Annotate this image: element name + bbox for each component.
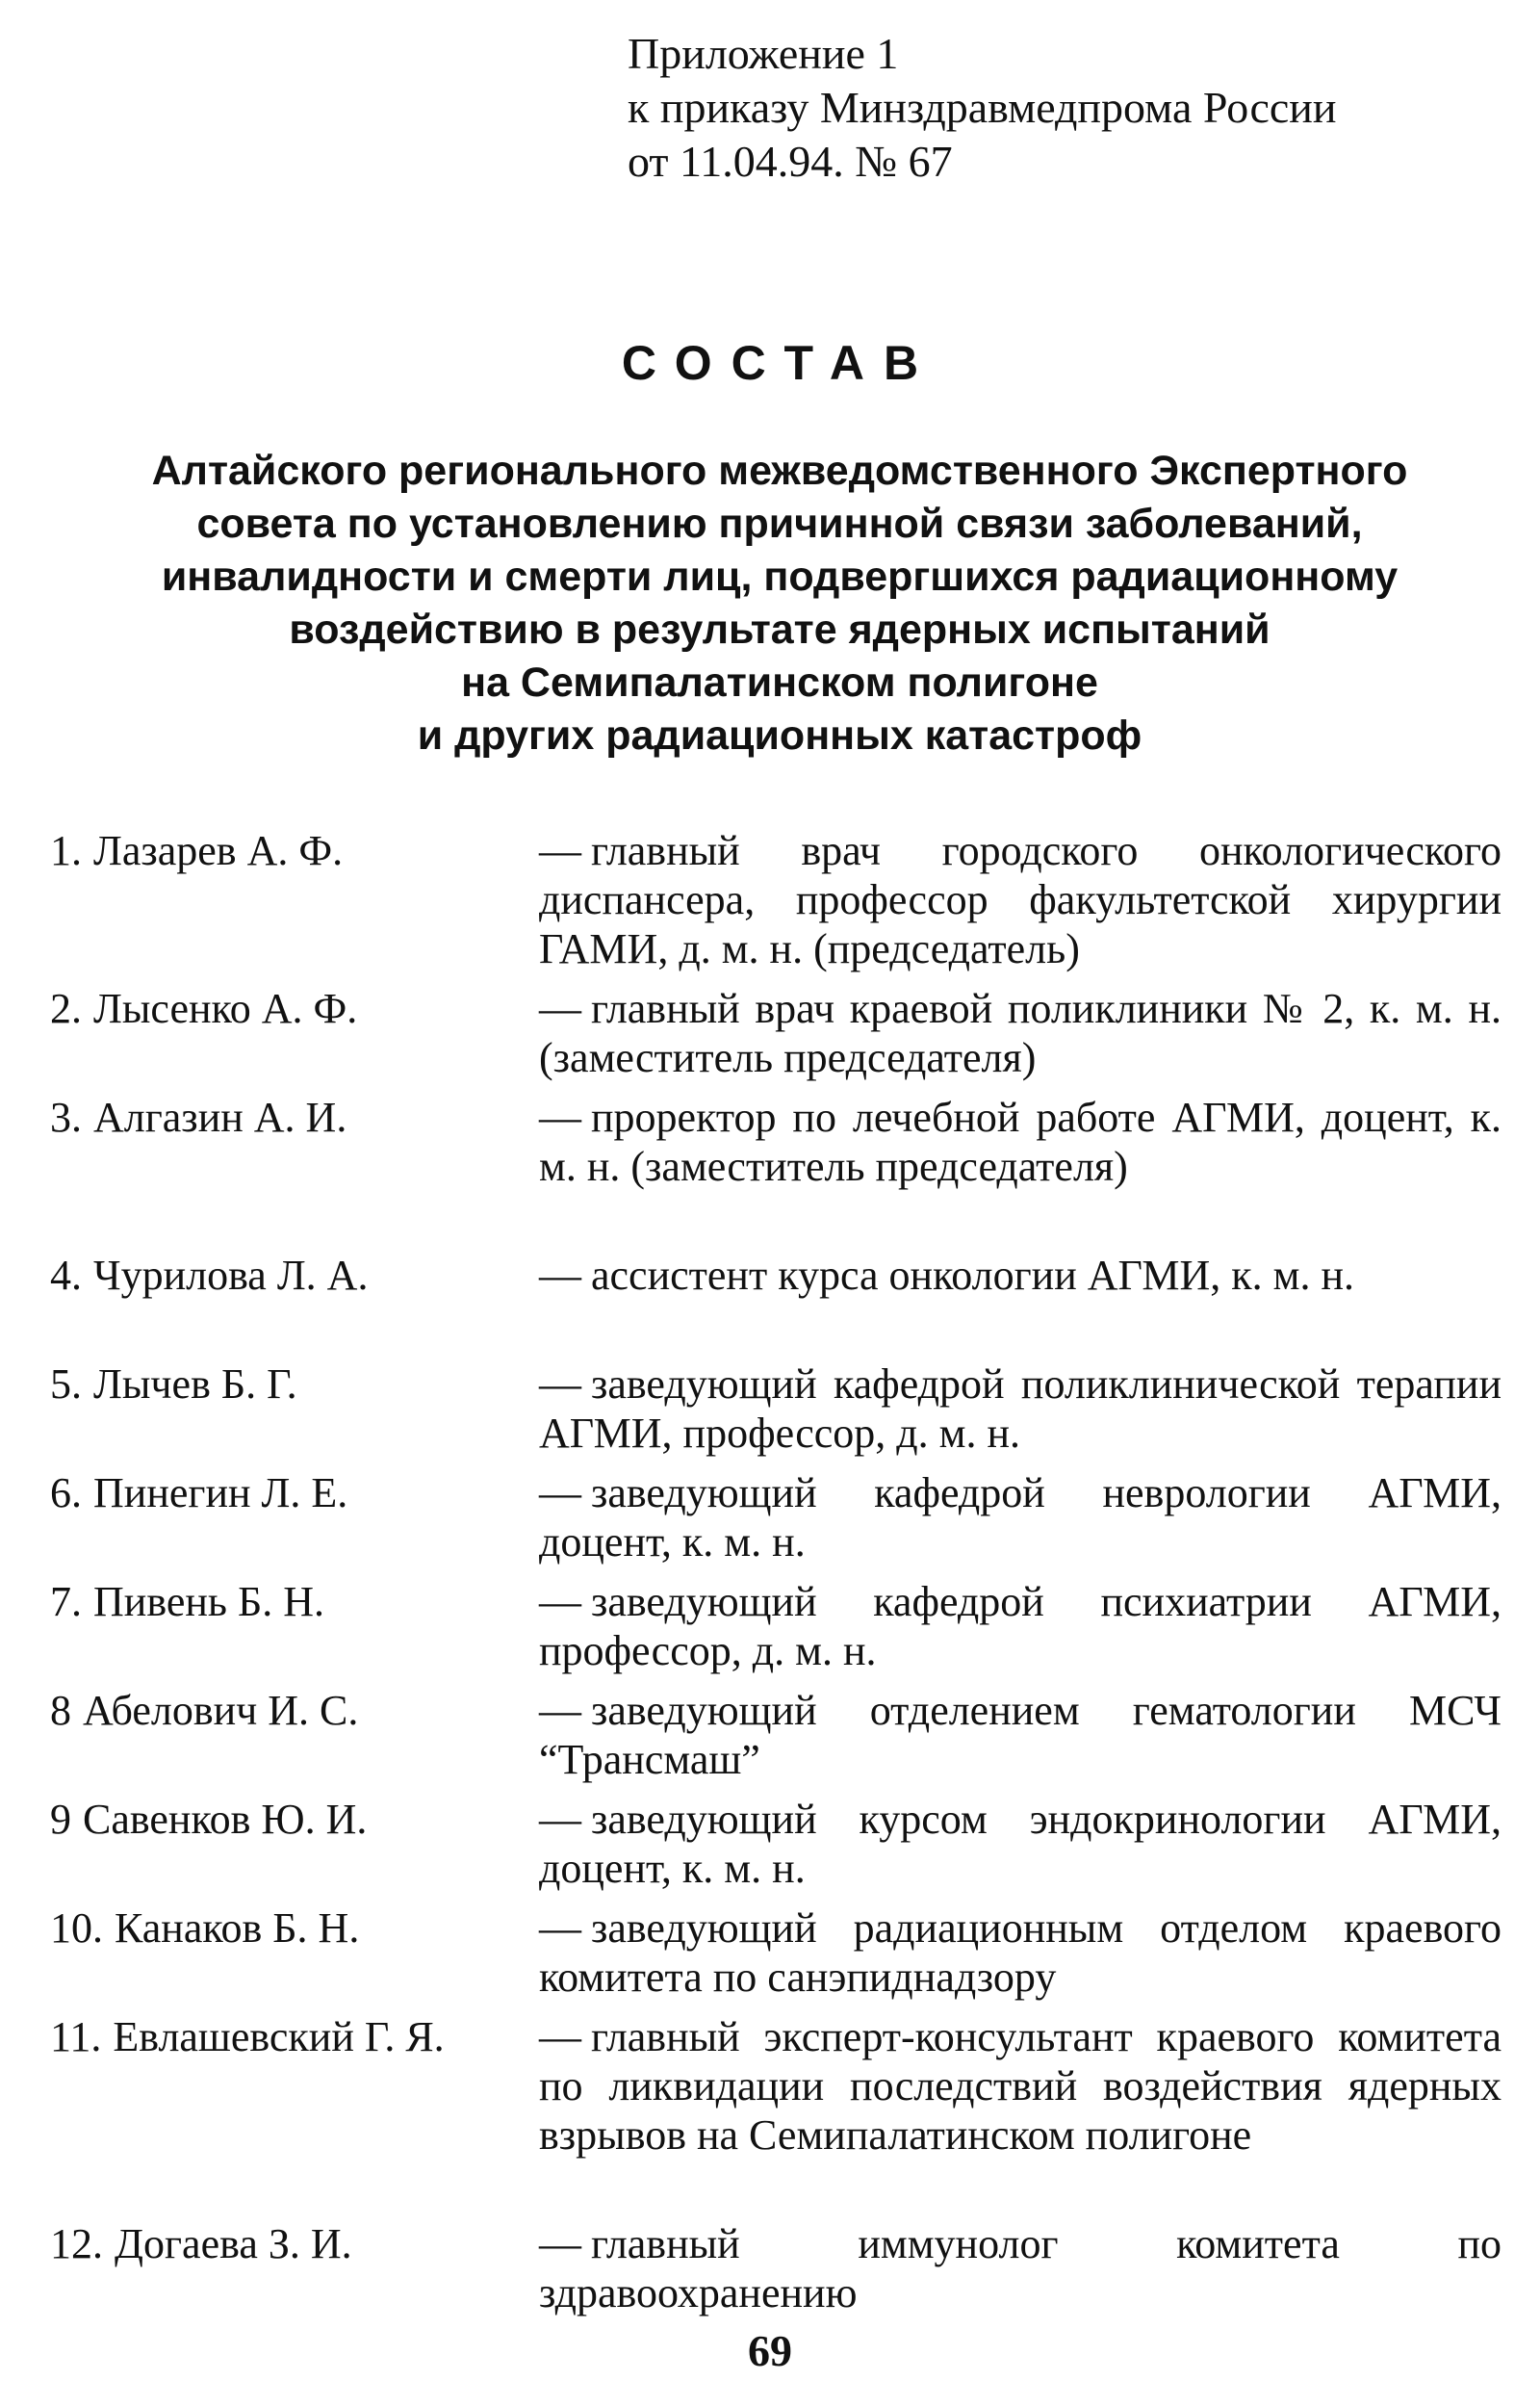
member-item xyxy=(50,1251,1503,1349)
appendix-reference xyxy=(628,27,1494,189)
member-number: 1. xyxy=(50,827,82,874)
member-role xyxy=(539,1251,1502,1300)
member-number: 4. xyxy=(50,1252,82,1299)
page-number: 69 xyxy=(748,2326,792,2375)
member-item xyxy=(50,2012,1503,2209)
member-role-text: заведующий курсом эндокринологии АГМИ, доцент, к. м. н. xyxy=(539,1796,1502,1892)
role-dash: — xyxy=(539,985,581,1032)
member-role xyxy=(539,984,1502,1082)
member-number: 2. xyxy=(50,985,82,1032)
member-number: 12. xyxy=(50,2220,103,2267)
subtitle-line: инвалидности и смерти лиц, подвергшихся радиационному xyxy=(161,554,1399,600)
member-number: 6. xyxy=(50,1469,82,1516)
member-number: 5. xyxy=(50,1360,82,1408)
member-role xyxy=(539,1093,1502,1191)
member-item xyxy=(50,1686,1503,1784)
member-name: Лазарев А. Ф. xyxy=(93,827,344,874)
member-name: Лысенко А. Ф. xyxy=(93,985,358,1032)
member-name: Абелович И. С. xyxy=(83,1687,359,1734)
role-dash: — xyxy=(539,2013,581,2060)
member-name: Лычев Б. Г. xyxy=(93,1360,297,1408)
role-dash: — xyxy=(539,1687,581,1734)
member-name: Чурилова Л. А. xyxy=(93,1252,369,1299)
subtitle-line: и других радиационных катастроф xyxy=(417,712,1142,759)
member-role-text: проректор по лечебной работе АГМИ, доцент, к. м. н. (заместитель председателя) xyxy=(539,1094,1502,1190)
member-item xyxy=(50,1903,1503,2002)
member-role xyxy=(539,1359,1502,1458)
subtitle-line: на Семипалатинском полигоне xyxy=(461,660,1098,706)
member-role-text: заведующий радиационным отделом краевого комитета по санэпиднадзору xyxy=(539,1904,1502,2001)
appendix-order-date: от 11.04.94. № 67 xyxy=(628,137,953,186)
role-dash: — xyxy=(539,1252,581,1299)
subtitle-line: совета по установлению причинной связи заболеваний, xyxy=(196,501,1363,547)
member-item xyxy=(50,826,1503,973)
member-role-text: главный эксперт-консультант краевого комитета по ликвидации последствий воздействия ядерных взрывов на Семипалатинском полигоне xyxy=(539,2013,1502,2159)
role-dash: — xyxy=(539,2220,581,2267)
member-name: Алгазин А. И. xyxy=(93,1094,347,1141)
member-role-text: главный иммунолог комитета по здравоохранению xyxy=(539,2220,1502,2316)
role-dash: — xyxy=(539,1360,581,1408)
member-number: 8 xyxy=(50,1687,71,1734)
member-role xyxy=(539,1686,1502,1784)
member-role xyxy=(539,826,1502,973)
member-item xyxy=(50,1468,1503,1566)
member-role xyxy=(539,1795,1502,1893)
subtitle-line: Алтайского регионального межведомственного Экспертного xyxy=(151,448,1408,494)
member-name: Савенков Ю. И. xyxy=(83,1796,368,1843)
role-dash: — xyxy=(539,1904,581,1952)
role-dash: — xyxy=(539,827,581,874)
member-role xyxy=(539,2012,1502,2160)
member-name: Догаева З. И. xyxy=(115,2220,352,2267)
member-role-text: главный врач краевой поликлиники № 2, к. м. н. (заместитель председателя) xyxy=(539,985,1502,1081)
member-name: Пивень Б. Н. xyxy=(93,1578,325,1625)
role-dash: — xyxy=(539,1796,581,1843)
member-role xyxy=(539,1903,1502,2002)
member-role-text: заведующий кафедрой психиатрии АГМИ, профессор, д. м. н. xyxy=(539,1578,1502,1674)
document-title: СОСТАВ xyxy=(621,336,938,390)
member-item xyxy=(50,1093,1503,1240)
member-item xyxy=(50,984,1503,1082)
member-number: 10. xyxy=(50,1904,103,1952)
member-item xyxy=(50,1577,1503,1675)
member-number: 11. xyxy=(50,2013,102,2060)
role-dash: — xyxy=(539,1094,581,1141)
member-number: 9 xyxy=(50,1796,71,1843)
member-name: Канаков Б. Н. xyxy=(115,1904,360,1952)
member-role xyxy=(539,1468,1502,1566)
member-role-text: заведующий отделением гематологии МСЧ “Трансмаш” xyxy=(539,1687,1502,1783)
member-number: 3. xyxy=(50,1094,82,1141)
member-name: Евлашевский Г. Я. xyxy=(113,2013,445,2060)
appendix-number: Приложение 1 xyxy=(628,29,899,78)
member-role-text: ассистент курса онкологии АГМИ, к. м. н. xyxy=(591,1252,1355,1299)
member-item xyxy=(50,1359,1503,1458)
member-item xyxy=(50,2219,1503,2317)
member-role xyxy=(539,2219,1502,2317)
members-list xyxy=(50,826,1503,2328)
member-role-text: заведующий кафедрой поликлинической терапии АГМИ, профессор, д. м. н. xyxy=(539,1360,1502,1457)
member-name: Пинегин Л. Е. xyxy=(93,1469,348,1516)
member-role-text: главный врач городского онкологического диспансера, профессор факультетской хирургии ГАМИ, д. м. н. (председатель) xyxy=(539,827,1502,972)
appendix-order-ref: к приказу Минздравмедпрома России xyxy=(628,83,1337,132)
document-subtitle xyxy=(58,445,1502,763)
role-dash: — xyxy=(539,1469,581,1516)
member-number: 7. xyxy=(50,1578,82,1625)
member-role-text: заведующий кафедрой неврологии АГМИ, доцент, к. м. н. xyxy=(539,1469,1502,1566)
subtitle-line: воздействию в результате ядерных испытаний xyxy=(289,607,1270,653)
member-role xyxy=(539,1577,1502,1675)
role-dash: — xyxy=(539,1578,581,1625)
member-item xyxy=(50,1795,1503,1893)
